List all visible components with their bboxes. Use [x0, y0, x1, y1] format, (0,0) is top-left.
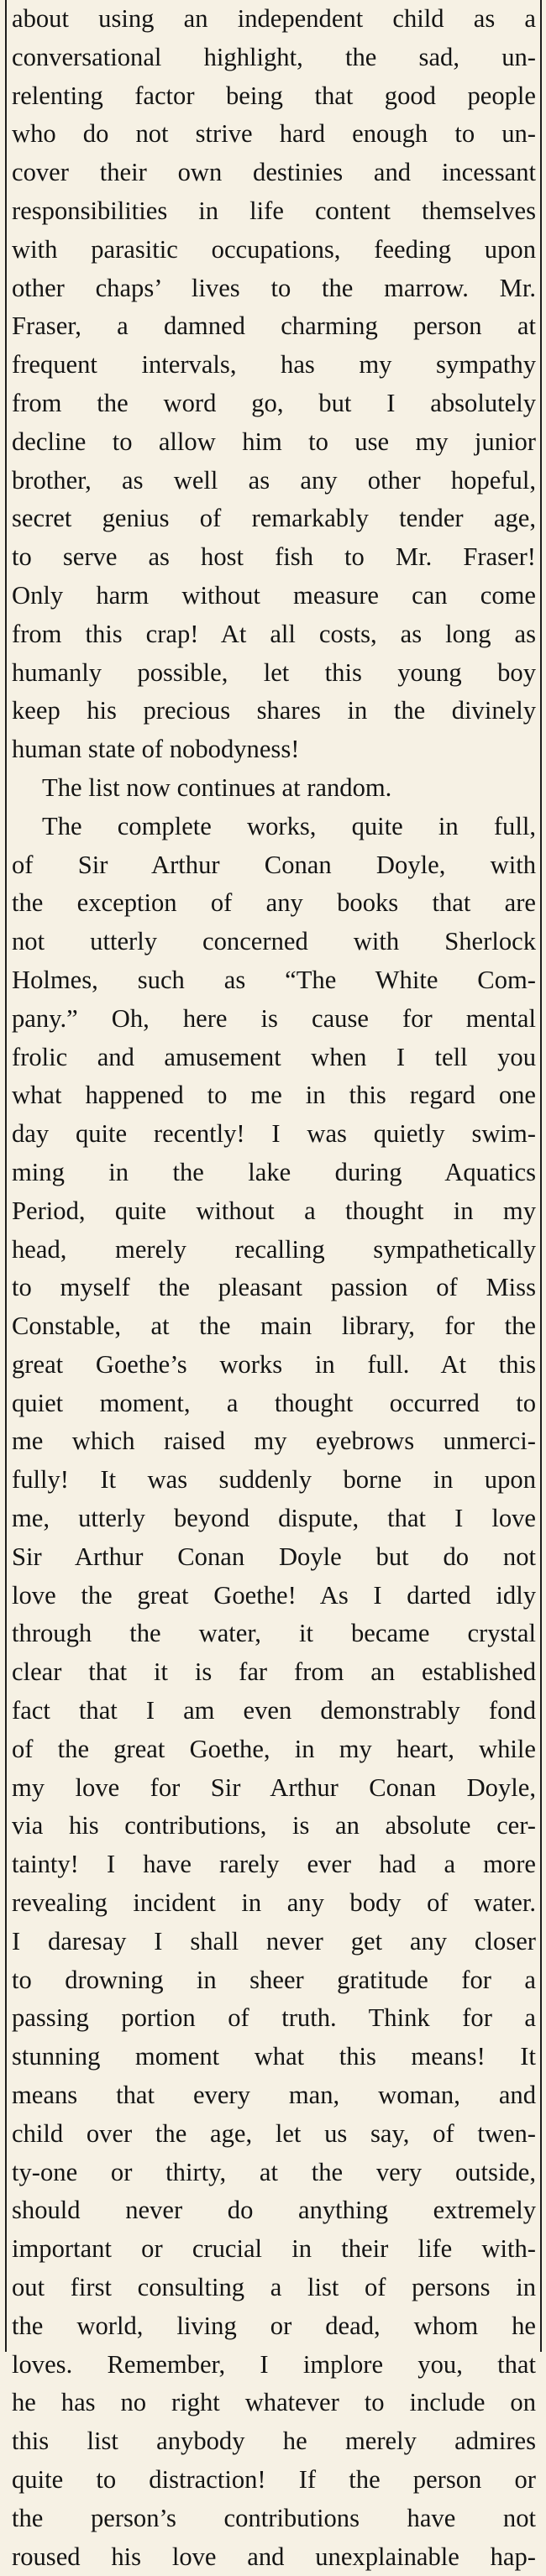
- text-line: humanly possible, let this young boy: [12, 657, 536, 687]
- text-line: should never do anything extremely: [12, 2196, 536, 2225]
- text-line: responsibilities in life content themselves: [12, 196, 536, 225]
- text-line: ty-one or thirty, at the very outside,: [12, 2157, 536, 2186]
- text-line: Constable, at the main library, for the: [12, 1312, 536, 1341]
- text-line: quiet moment, a thought occurred to: [12, 1388, 536, 1417]
- text-line: brother, as well as any other hopeful,: [12, 465, 536, 495]
- text-line: loves. Remember, I implore you, that: [12, 2349, 536, 2379]
- text-line: to serve as host fish to Mr. Fraser!: [12, 542, 536, 572]
- text-line: Only harm without measure can come: [12, 580, 536, 610]
- text-line: Holmes, such as “The White Com-: [12, 965, 536, 994]
- paragraph: [12, 0, 536, 769]
- text-line: me, utterly beyond dispute, that I love: [12, 1504, 536, 1533]
- text-line: keep his precious shares in the divinely: [12, 696, 536, 725]
- text-line: Sir Arthur Conan Doyle but do not: [12, 1542, 536, 1571]
- text-line: via his contributions, is an absolute cer-: [12, 1811, 536, 1840]
- text-line: frequent intervals, has my sympathy: [12, 350, 536, 380]
- text-line: child over the age, let us say, of twen-: [12, 2118, 536, 2148]
- text-line: clear that it is far from an established: [12, 1657, 536, 1687]
- text-line: pany.” Oh, here is cause for mental: [12, 1003, 536, 1033]
- text-line: through the water, it became crystal: [12, 1619, 536, 1648]
- paragraph: [12, 808, 536, 2576]
- text-line: me which raised my eyebrows unmerci-: [12, 1427, 536, 1456]
- text-line: other chaps’ lives to the marrow. Mr.: [12, 273, 536, 302]
- text-line: Period, quite without a thought in my: [12, 1196, 536, 1225]
- text-line: I daresay I shall never get any closer: [12, 1926, 536, 1956]
- text-line: ming in the lake during Aquatics: [12, 1157, 536, 1186]
- text-line: day quite recently! I was quietly swim-: [12, 1119, 536, 1149]
- text-line: The complete works, quite in full,: [42, 811, 536, 840]
- text-line: what happened to me in this regard one: [12, 1081, 536, 1110]
- text-line: human state of nobodyness!: [12, 735, 300, 764]
- text-line: head, merely recalling sympathetically: [12, 1234, 536, 1264]
- text-line: great Goethe’s works in full. At this: [12, 1349, 536, 1379]
- text-line: from the word go, but I absolutely: [12, 388, 536, 417]
- right-border-rule: [540, 0, 542, 2352]
- text-line: the world, living or dead, whom he: [12, 2311, 536, 2340]
- text-line: love the great Goethe! As I darted idly: [12, 1580, 536, 1610]
- text-line: quite to distraction! If the person or: [12, 2465, 536, 2494]
- text-line: fact that I am even demonstrably fond: [12, 1696, 536, 1725]
- text-line: of Sir Arthur Conan Doyle, with: [12, 850, 536, 879]
- text-line: The list now continues at random.: [42, 772, 392, 802]
- text-line: decline to allow him to use my junior: [12, 427, 536, 456]
- text-line: not utterly concerned with Sherlock: [12, 927, 536, 956]
- text-line: the exception of any books that are: [12, 888, 536, 918]
- text-line: he has no right whatever to include on: [12, 2388, 536, 2417]
- text-line: secret genius of remarkably tender age,: [12, 504, 536, 533]
- text-line: about using an independent child as a: [12, 4, 536, 33]
- text-line: from this crap! At all costs, as long as: [12, 619, 536, 648]
- text-line: Fraser, a damned charming person at: [12, 312, 536, 341]
- text-line: fully! It was suddenly borne in upon: [12, 1465, 536, 1495]
- text-line: to myself the pleasant passion of Miss: [12, 1273, 536, 1302]
- text-line: with parasitic occupations, feeding upon: [12, 234, 536, 264]
- page-text: [12, 0, 536, 2576]
- text-line: passing portion of truth. Think for a: [12, 2003, 536, 2033]
- paragraph: [12, 769, 536, 808]
- text-line: out first consulting a list of persons in: [12, 2273, 536, 2302]
- text-line: frolic and amusement when I tell you: [12, 1042, 536, 1071]
- text-line: cover their own destinies and incessant: [12, 158, 536, 187]
- text-line: who do not strive hard enough to un-: [12, 119, 536, 149]
- text-line: important or crucial in their life with-: [12, 2234, 536, 2264]
- text-line: of the great Goethe, in my heart, while: [12, 1734, 536, 1763]
- text-line: roused his love and unexplainable hap-: [12, 2542, 536, 2571]
- text-line: this list anybody he merely admires: [12, 2427, 536, 2456]
- text-line: revealing incident in any body of water.: [12, 1888, 536, 1918]
- text-line: my love for Sir Arthur Conan Doyle,: [12, 1772, 536, 1802]
- text-line: stunning moment what this means! It: [12, 2042, 536, 2071]
- text-line: means that every man, woman, and: [12, 2081, 536, 2110]
- text-line: to drowning in sheer gratitude for a: [12, 1965, 536, 1994]
- left-border-rule: [5, 0, 7, 2352]
- text-line: tainty! I have rarely ever had a more: [12, 1850, 536, 1879]
- text-line: relenting factor being that good people: [12, 81, 536, 110]
- text-line: the person’s contributions have not: [12, 2503, 536, 2532]
- text-line: conversational highlight, the sad, un-: [12, 42, 536, 71]
